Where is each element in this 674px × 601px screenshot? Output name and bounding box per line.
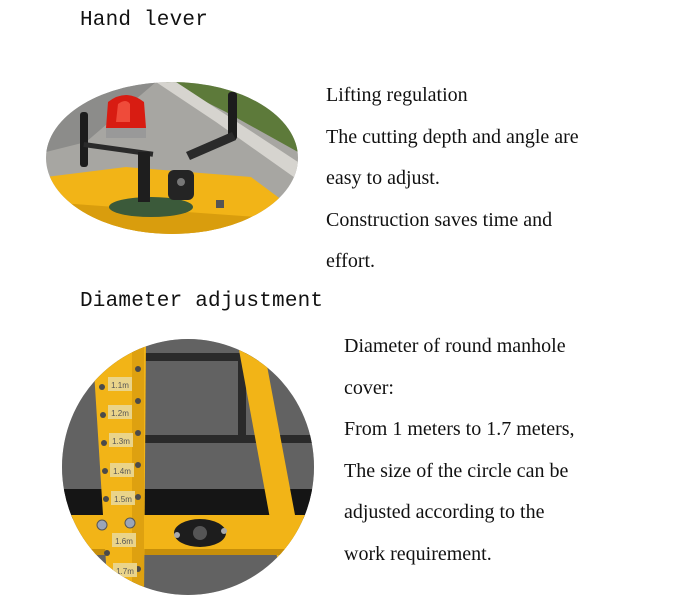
diameter-ruler-photo xyxy=(62,339,314,595)
frame-top xyxy=(132,353,314,361)
left-lever-handle xyxy=(80,112,88,167)
bearing-center xyxy=(193,526,207,540)
gearbox-bolt xyxy=(177,178,185,186)
hand-lever-photo xyxy=(46,82,298,234)
text-line: easy to adjust. xyxy=(326,167,440,189)
ruler-mark-1-4m: 1.4m xyxy=(113,467,131,476)
text-line: Diameter of round manhole xyxy=(344,335,566,357)
center-column xyxy=(138,152,150,202)
diameter-adjustment-description xyxy=(344,326,575,575)
text-line: adjusted according to the xyxy=(344,501,545,523)
diameter-ruler-illustration xyxy=(62,339,314,595)
text-line: The size of the circle can be xyxy=(344,459,569,482)
frame-bottom xyxy=(132,435,314,443)
ruler-mark-1-2m: 1.2m xyxy=(111,409,129,418)
right-lever-handle xyxy=(228,92,237,140)
text-line: effort. xyxy=(326,250,376,272)
bolt xyxy=(216,200,224,208)
hand-lever-illustration xyxy=(46,82,298,234)
ruler-mark-1-1m: 1.1m xyxy=(111,381,129,390)
text-line: Lifting regulation xyxy=(326,84,468,106)
text-line: From 1 meters to 1.7 meters, xyxy=(344,418,575,440)
clamp-bolt xyxy=(97,520,107,530)
beacon-highlight xyxy=(116,101,130,122)
ruler-mark-1-5m: 1.5m xyxy=(114,495,132,504)
text-line: cover: xyxy=(344,376,394,399)
hand-lever-description xyxy=(326,75,579,283)
ruler-mark-1-3m: 1.3m xyxy=(112,437,130,446)
ruler-mark-1-6m: 1.6m xyxy=(115,537,133,546)
clamp-bolt xyxy=(125,518,135,528)
section-heading-diameter-adjustment: Diameter adjustment xyxy=(80,290,324,313)
section-heading-hand-lever: Hand lever xyxy=(80,9,209,32)
horizontal-bar-shadow xyxy=(62,549,314,555)
bolt xyxy=(174,532,180,538)
bolt xyxy=(221,528,227,534)
text-line: The cutting depth and angle are xyxy=(326,125,579,148)
text-line: Construction saves time and xyxy=(326,208,553,231)
text-line: work requirement. xyxy=(344,542,492,565)
ruler-mark-1-7m: 1.7m xyxy=(116,567,134,576)
